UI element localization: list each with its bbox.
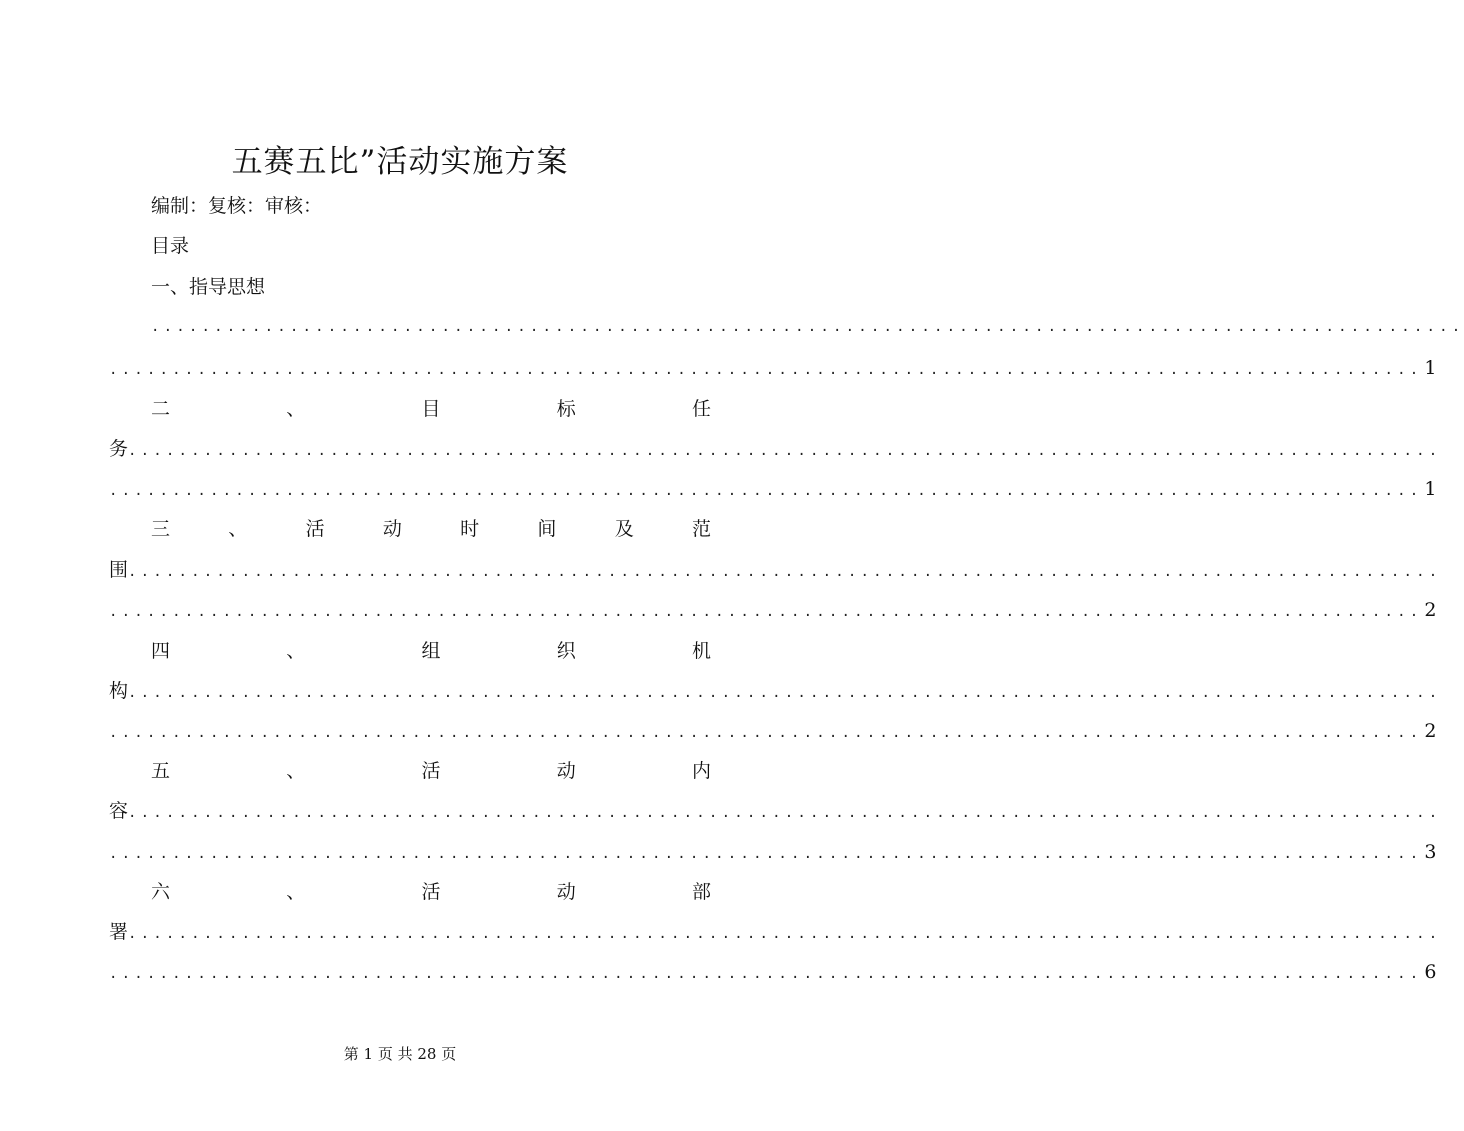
dot-leader: ........................................................................................................: [109, 725, 1423, 741]
dot-leader: ........................................................................................................: [109, 483, 1423, 499]
toc-char: 四: [151, 640, 171, 662]
toc-entry-5-page-line: [109, 832, 1437, 872]
toc-entry-1-page-line: [109, 348, 1437, 388]
toc-char: 间: [537, 518, 557, 540]
toc-char: 及: [614, 518, 634, 540]
toc-entry-1-leader: [151, 307, 1464, 347]
toc-char: 活: [421, 760, 441, 782]
dot-leader: ........................................................................................................: [109, 362, 1423, 378]
toc-char: 、: [286, 398, 306, 420]
dot-leader: ........................................................................................................: [128, 564, 1442, 580]
toc-heading: 目录: [151, 235, 190, 257]
toc-entry-2-heading: [151, 389, 711, 429]
toc-entry-4-heading: [151, 631, 711, 671]
toc-entry-4-page: 2: [1424, 720, 1437, 742]
dot-leader: ........................................................................................................: [128, 805, 1442, 821]
toc-char: 任: [691, 398, 711, 420]
toc-entry-4-leader: [109, 671, 1442, 711]
toc-entry-1-page: 1: [1424, 357, 1437, 379]
meta-line: 编制：复核：审核：: [151, 195, 323, 217]
page-footer: 第 1 页 共 28 页: [343, 1045, 457, 1063]
dot-leader: ........................................................................................................: [109, 966, 1423, 982]
toc-entry-2-leader: [109, 429, 1442, 469]
toc-char: 三: [151, 518, 171, 540]
dot-leader: ........................................................................................................: [128, 926, 1442, 942]
toc-char: 范: [691, 518, 711, 540]
toc-char: 六: [151, 881, 171, 903]
toc-entry-5-tail: 容: [109, 800, 129, 822]
toc-entry-4-tail: 构: [109, 680, 129, 702]
toc-entry-3-heading: [151, 509, 711, 549]
toc-char: 组: [421, 640, 441, 662]
toc-char: 目: [421, 398, 441, 420]
toc-entry-1-heading: 一、指导思想: [151, 276, 266, 298]
dot-leader: ........................................................................................................: [128, 685, 1442, 701]
toc-char: 活: [305, 518, 325, 540]
toc-char: 标: [556, 398, 576, 420]
toc-entry-5-page: 3: [1424, 841, 1437, 863]
toc-entry-2-page: 1: [1424, 478, 1437, 500]
dot-leader: ........................................................................................................: [109, 846, 1423, 862]
toc-entry-3-tail: 围: [109, 559, 129, 581]
dot-leader: ........................................................................................................: [109, 604, 1423, 620]
toc-char: 动: [556, 881, 576, 903]
toc-char: 内: [691, 760, 711, 782]
toc-char: 二: [151, 398, 171, 420]
toc-entry-6-tail: 署: [109, 921, 129, 943]
toc-char: 动: [382, 518, 402, 540]
toc-entry-5-heading: [151, 751, 711, 791]
dot-leader: ........................................................................................................: [151, 319, 1464, 335]
toc-char: 织: [556, 640, 576, 662]
toc-entry-2-tail: 务: [109, 438, 129, 460]
toc-char: 活: [421, 881, 441, 903]
toc-entry-6-heading: [151, 872, 711, 912]
toc-entry-6-leader: [109, 912, 1442, 952]
toc-entry-5-leader: [109, 791, 1442, 831]
toc-char: 、: [228, 518, 248, 540]
toc-char: 、: [286, 881, 306, 903]
dot-leader: ........................................................................................................: [128, 443, 1442, 459]
toc-char: 五: [151, 760, 171, 782]
toc-char: 时: [460, 518, 480, 540]
toc-entry-4-page-line: [109, 711, 1437, 751]
toc-char: 、: [286, 760, 306, 782]
toc-entry-6-page-line: [109, 952, 1437, 992]
toc-char: 、: [286, 640, 306, 662]
toc-entry-3-page: 2: [1424, 599, 1437, 621]
toc-char: 动: [556, 760, 576, 782]
toc-entry-2-page-line: [109, 469, 1437, 509]
toc-entry-3-page-line: [109, 590, 1437, 630]
toc-entry-3-leader: [109, 550, 1442, 590]
toc-char: 部: [691, 881, 711, 903]
toc-entry-6-page: 6: [1424, 961, 1437, 983]
document-title: 五赛五比”活动实施方案: [231, 144, 569, 180]
toc-char: 机: [691, 640, 711, 662]
